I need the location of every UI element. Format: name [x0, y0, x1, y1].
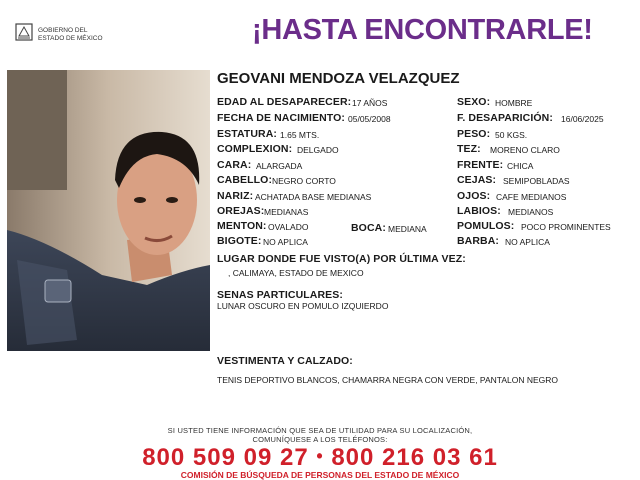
nariz-label: NARIZ: [217, 190, 254, 202]
nacimiento-value: 05/05/2008 [348, 114, 391, 124]
cara-value: ALARGADA [256, 161, 303, 171]
info-line-2: COMUNÍQUESE A LOS TELÉFONOS: [252, 435, 388, 444]
logo-line-2: ESTADO DE MÉXICO [38, 34, 103, 42]
logo-line-1: GOBIERNO DEL [38, 27, 88, 34]
edad-label: EDAD AL DESAPARECER: [217, 96, 352, 108]
frente-label: FRENTE: [457, 159, 504, 171]
phone-numbers [0, 444, 640, 472]
boca-value: MEDIANA [388, 224, 427, 234]
sexo-label: SEXO: [457, 96, 491, 108]
bigote-label: BIGOTE: [217, 235, 262, 247]
estatura-label: ESTATURA: [217, 128, 278, 140]
peso-value: 50 KGS. [495, 130, 528, 140]
last-seen-label: LUGAR DONDE FUE VISTO(A) POR ÚLTIMA VEZ: [217, 253, 466, 265]
orejas-label: OREJAS: [217, 205, 265, 217]
desaparicion-label: F. DESAPARICIÓN: [457, 112, 553, 124]
headline: ¡HASTA ENCONTRARLE! [252, 14, 593, 46]
pomulos-label: POMULOS: [457, 220, 515, 232]
last-seen-value: , CALIMAYA, ESTADO DE MEXICO [228, 268, 364, 278]
frente-value: CHICA [507, 161, 534, 171]
peso-label: PESO: [457, 128, 491, 140]
cejas-label: CEJAS: [457, 174, 497, 186]
desaparicion-value: 16/06/2025 [561, 114, 604, 124]
commission-name: COMISIÓN DE BÚSQUEDA DE PERSONAS DEL ESTADO DE MÉXICO [180, 470, 460, 480]
cejas-value: SEMIPOBLADAS [503, 176, 570, 186]
complexion-label: COMPLEXION: [217, 143, 293, 155]
boca-label: BOCA: [351, 222, 386, 234]
barba-value: NO APLICA [505, 237, 550, 247]
labios-label: LABIOS: [457, 205, 501, 217]
phone-separator: • [316, 446, 324, 466]
government-logo-text [38, 27, 103, 42]
estatura-value: 1.65 MTS. [280, 130, 320, 140]
phone-1: 800 509 09 27 [142, 444, 309, 471]
menton-value: OVALADO [268, 222, 309, 232]
phone-2: 800 216 03 61 [331, 444, 498, 471]
orejas-value: MEDIANAS [264, 207, 309, 217]
cabello-value: NEGRO CORTO [272, 176, 336, 186]
nacimiento-label: FECHA DE NACIMIENTO: [217, 112, 345, 124]
complexion-value: DELGADO [297, 145, 339, 155]
barba-label: BARBA: [457, 235, 500, 247]
person-photo [7, 70, 210, 351]
labios-value: MEDIANOS [508, 207, 554, 217]
bigote-value: NO APLICA [263, 237, 308, 247]
cabello-label: CABELLO: [217, 174, 273, 186]
pomulos-value: POCO PROMINENTES [521, 222, 611, 232]
info-line-1: SI USTED TIENE INFORMACIÓN QUE SEA DE UTILIDAD PARA SU LOCALIZACIÓN, [167, 426, 473, 435]
edad-value: 17 AÑOS [352, 98, 388, 108]
ojos-label: OJOS: [457, 190, 491, 202]
menton-label: MENTON: [217, 220, 267, 232]
ojos-value: CAFE MEDIANOS [496, 192, 567, 202]
marks-label: SENAS PARTICULARES: [217, 289, 343, 301]
tez-value: MORENO CLARO [490, 145, 560, 155]
state-logo-icon [14, 22, 34, 42]
person-name: GEOVANI MENDOZA VELAZQUEZ [217, 70, 460, 87]
clothing-value: TENIS DEPORTIVO BLANCOS, CHAMARRA NEGRA CON VERDE, PANTALON NEGRO [217, 375, 559, 385]
nariz-value: ACHATADA BASE MEDIANAS [255, 192, 372, 202]
tez-label: TEZ: [457, 143, 481, 155]
clothing-label: VESTIMENTA Y CALZADO: [217, 355, 353, 367]
cara-label: CARA: [217, 159, 252, 171]
sexo-value: HOMBRE [495, 98, 533, 108]
marks-value: LUNAR OSCURO EN POMULO IZQUIERDO [217, 301, 389, 311]
